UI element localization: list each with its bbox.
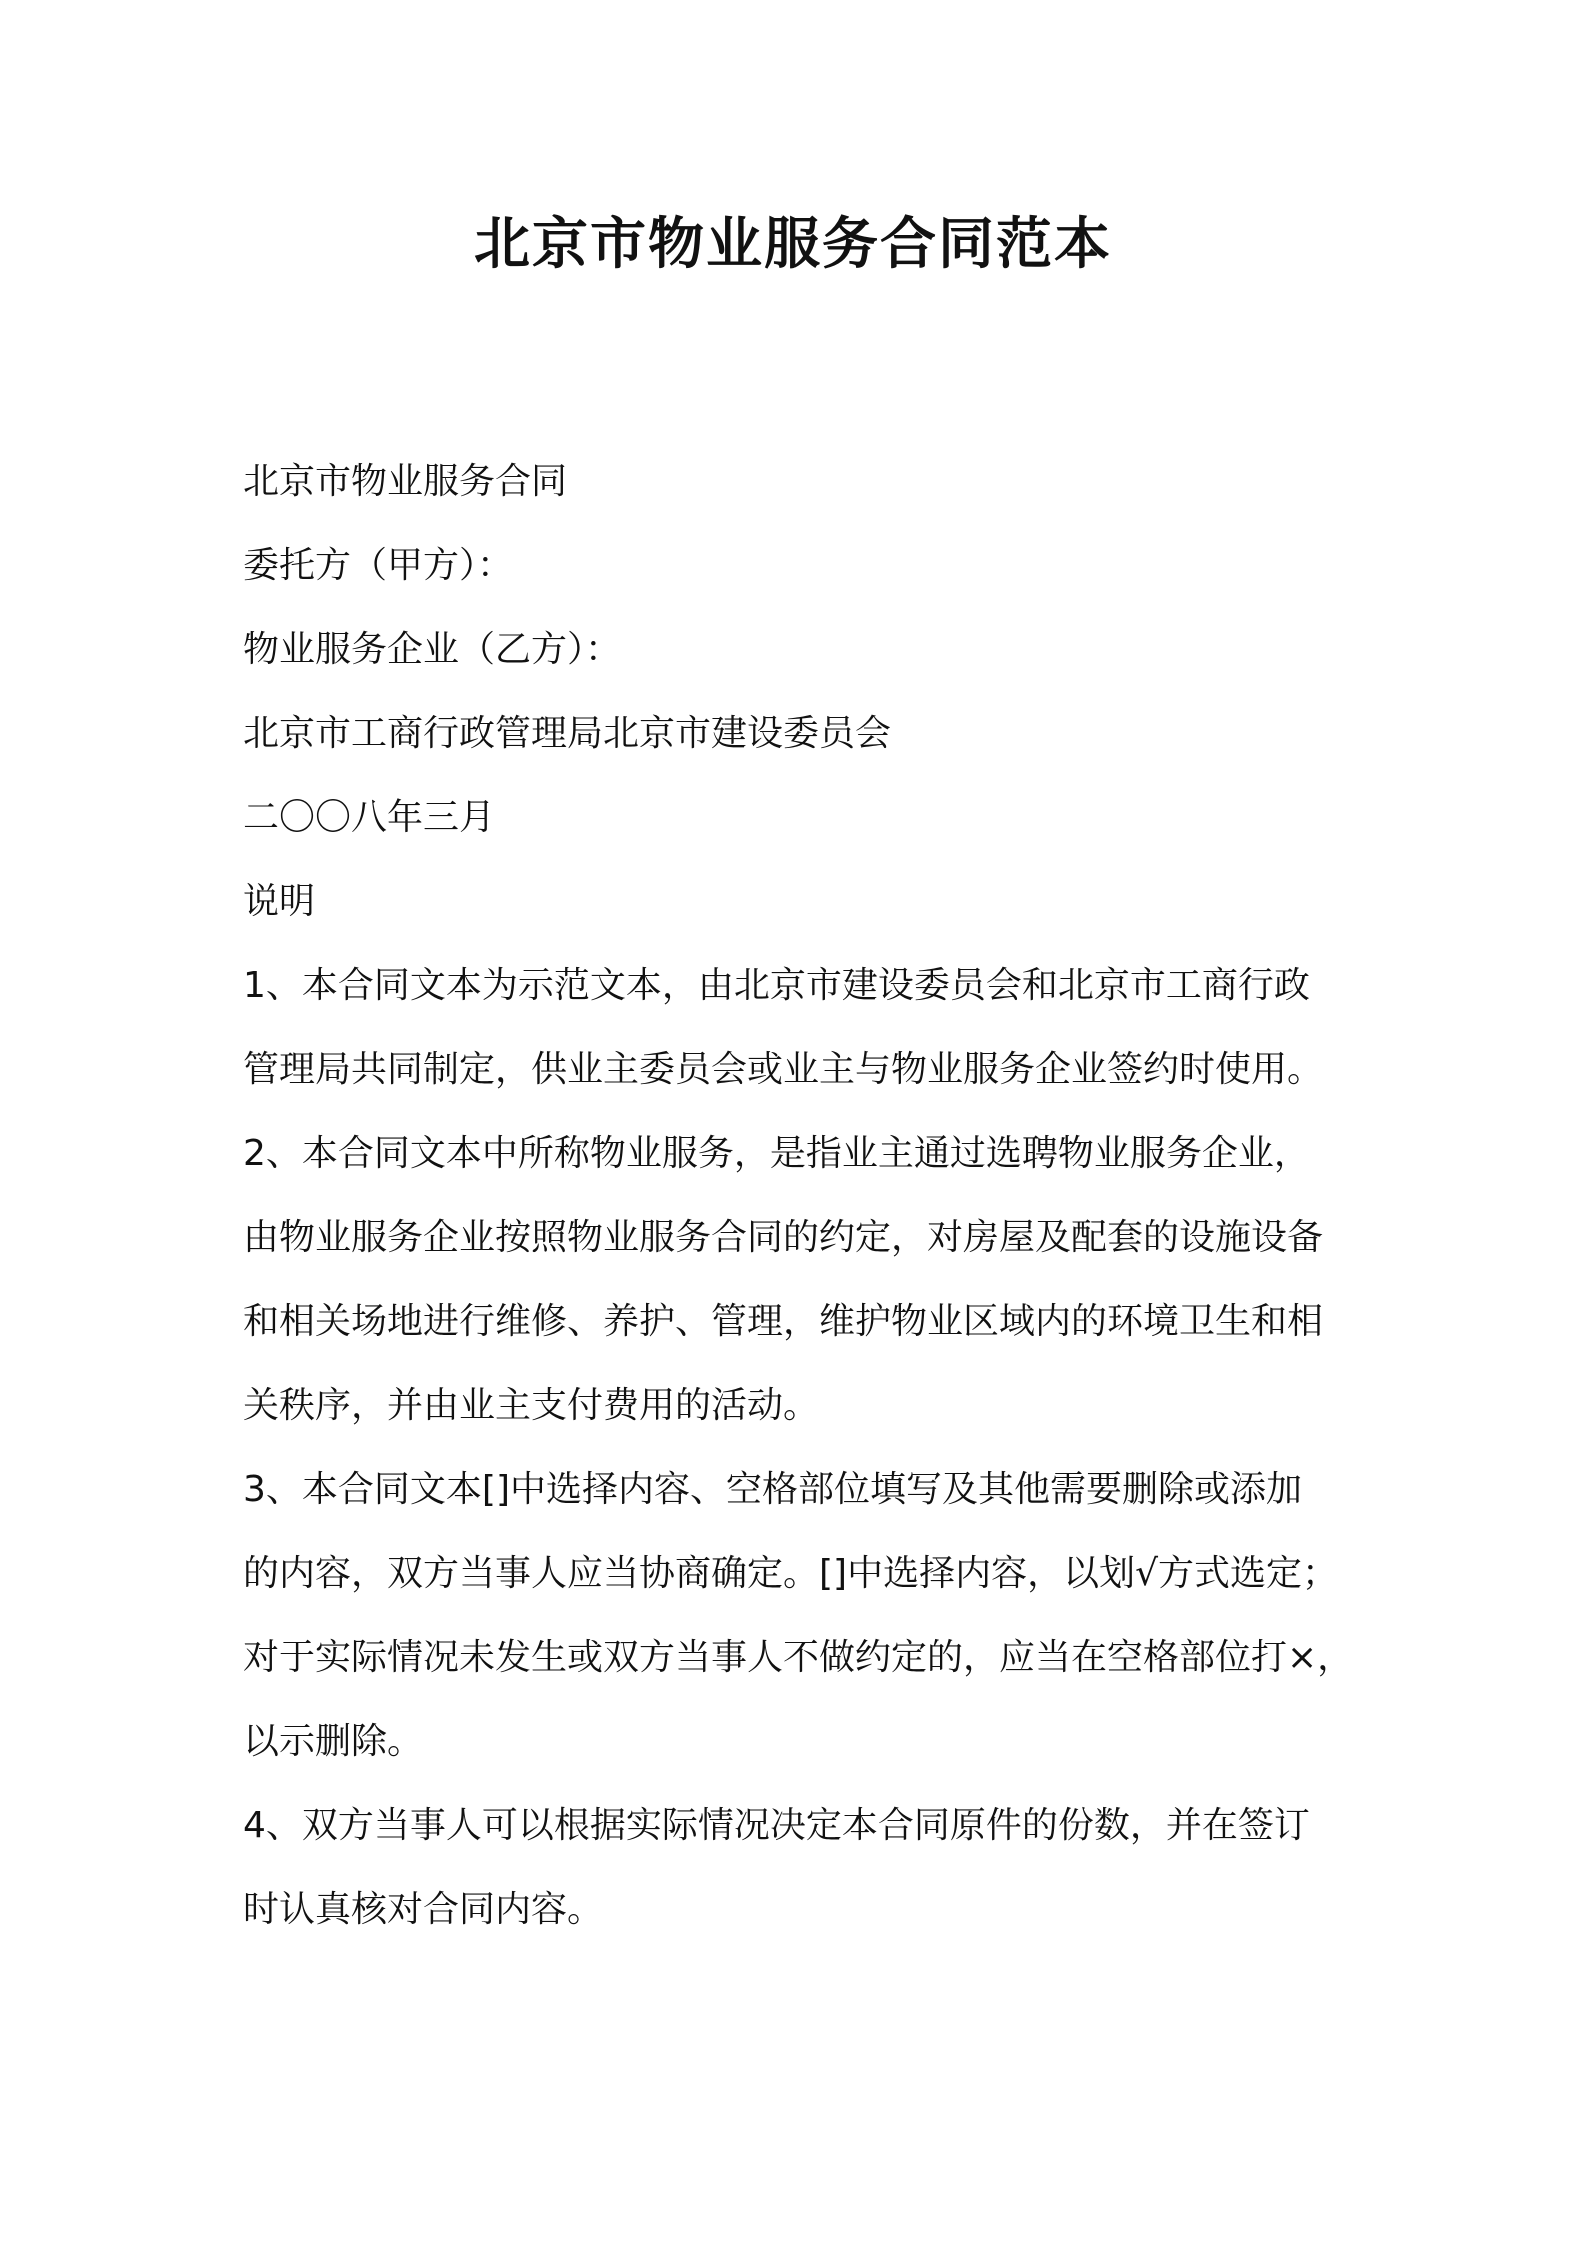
- instruction-2-line-1: 2、本合同文本中所称物业服务，是指业主通过选聘物业服务企业，: [243, 1133, 1310, 1174]
- instruction-2-line-3: 和相关场地进行维修、养护、管理，维护物业区域内的环境卫生和相: [243, 1301, 1324, 1342]
- issuer-line: 北京市工商行政管理局北京市建设委员会: [243, 713, 892, 754]
- instruction-4-line-2: 时认真核对合同内容。: [243, 1889, 604, 1930]
- date-line: 二〇〇八年三月: [243, 797, 496, 838]
- party-b-line: 物业服务企业（乙方）：: [243, 629, 622, 670]
- instruction-1-line-2: 管理局共同制定，供业主委员会或业主与物业服务企业签约时使用。: [243, 1049, 1324, 1090]
- party-a-line: 委托方（甲方）：: [243, 545, 514, 586]
- instruction-3-line-2: 的内容，双方当事人应当协商确定。[]中选择内容，以划√方式选定；: [243, 1553, 1339, 1594]
- instruction-3-line-3: 对于实际情况未发生或双方当事人不做约定的，应当在空格部位打×，: [243, 1637, 1354, 1678]
- instructions-heading: 说明: [243, 881, 316, 922]
- instruction-3-line-4: 以示删除。: [243, 1721, 424, 1762]
- instruction-2-line-4: 关秩序，并由业主支付费用的活动。: [243, 1385, 820, 1426]
- document-body: [243, 440, 1373, 1952]
- instruction-2-line-2: 由物业服务企业按照物业服务合同的约定，对房屋及配套的设施设备: [243, 1217, 1324, 1258]
- contract-name-line: 北京市物业服务合同: [243, 461, 568, 502]
- document-title: 北京市物业服务合同范本: [474, 212, 1112, 277]
- instruction-3-line-1: 3、本合同文本[]中选择内容、空格部位填写及其他需要删除或添加: [243, 1469, 1302, 1510]
- instruction-4-line-1: 4、双方当事人可以根据实际情况决定本合同原件的份数，并在签订: [243, 1805, 1310, 1846]
- instruction-1-line-1: 1、本合同文本为示范文本，由北京市建设委员会和北京市工商行政: [243, 965, 1310, 1006]
